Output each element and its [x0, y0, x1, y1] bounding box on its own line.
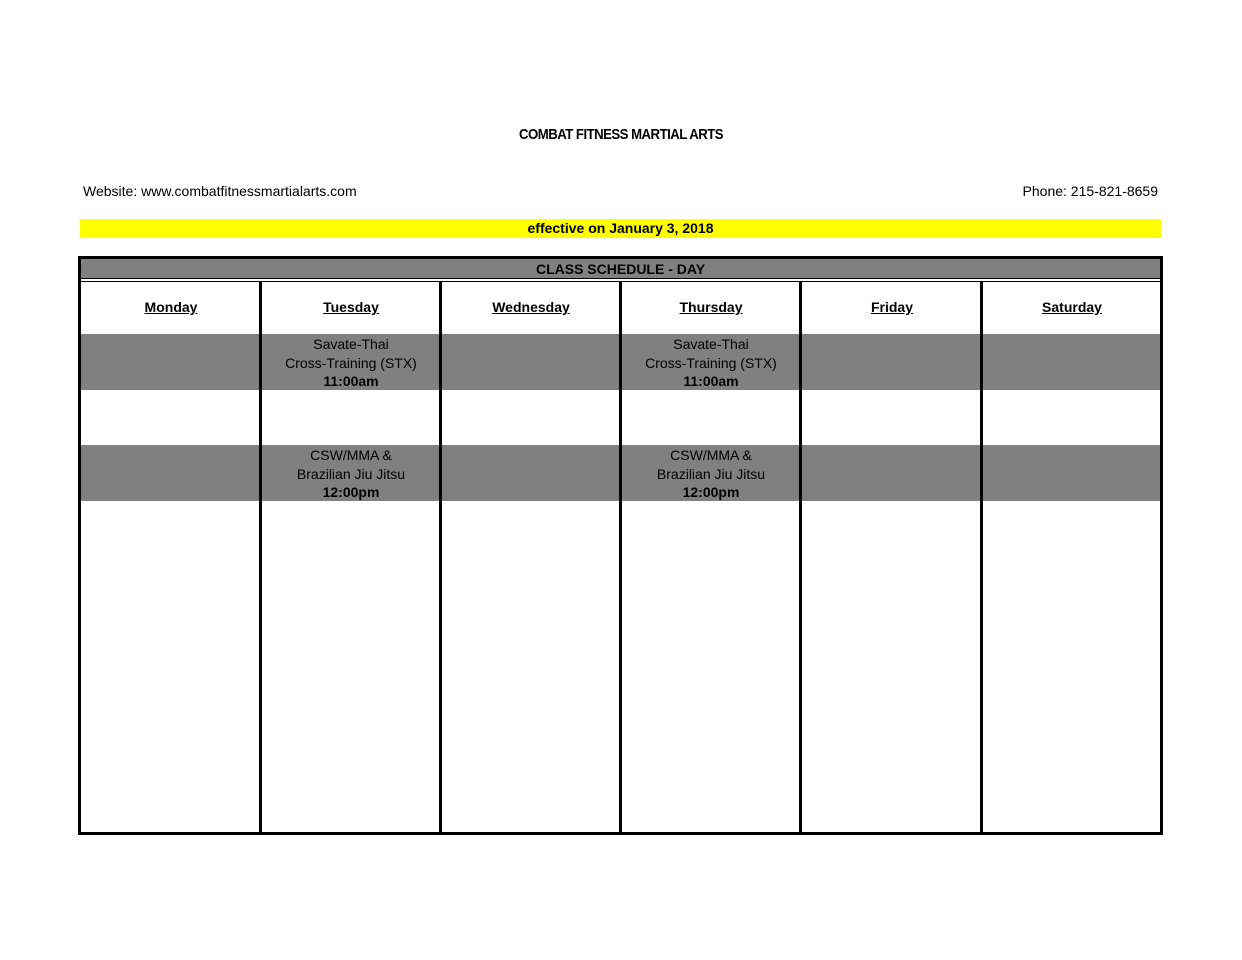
class-cell-tuesday-1200 [261, 446, 441, 502]
class-cell-tuesday-1100 [261, 335, 441, 391]
day-header-saturday: Saturday [1042, 299, 1102, 315]
day-header-wednesday: Wednesday [492, 299, 570, 315]
phone-text: Phone: 215-821-8659 [1022, 183, 1158, 199]
day-header-tuesday: Tuesday [323, 299, 379, 315]
document-title: COMBAT FITNESS MARTIAL ARTS [518, 126, 724, 143]
class-name-line: Brazilian Jiu Jitsu [296, 465, 406, 482]
class-name-line: CSW/MMA & [670, 447, 752, 463]
class-time: 12:00pm [682, 484, 740, 500]
class-name-line: Cross-Training (STX) [285, 354, 417, 371]
class-time: 12:00pm [322, 484, 380, 500]
class-cell-thursday-1100 [621, 335, 801, 391]
class-schedule-table [78, 256, 1163, 835]
effective-date-banner: effective on January 3, 2018 [80, 219, 1161, 238]
class-time: 11:00am [683, 373, 739, 389]
schedule-title: CLASS SCHEDULE - DAY [81, 259, 1160, 279]
day-header-monday: Monday [144, 299, 198, 315]
class-name-line: Savate-Thai [313, 336, 389, 352]
class-name-line: Savate-Thai [673, 336, 749, 352]
website-text: Website: www.combatfitnessmartialarts.com [83, 183, 357, 199]
class-name-line: Cross-Training (STX) [645, 354, 777, 371]
day-header-friday: Friday [870, 299, 913, 315]
class-name-line: CSW/MMA & [310, 447, 392, 463]
class-time: 11:00am [323, 373, 379, 389]
class-cell-thursday-1200 [621, 446, 801, 502]
column-divider [980, 281, 983, 835]
class-name-line: Brazilian Jiu Jitsu [656, 465, 766, 482]
day-header-thursday: Thursday [679, 299, 743, 315]
